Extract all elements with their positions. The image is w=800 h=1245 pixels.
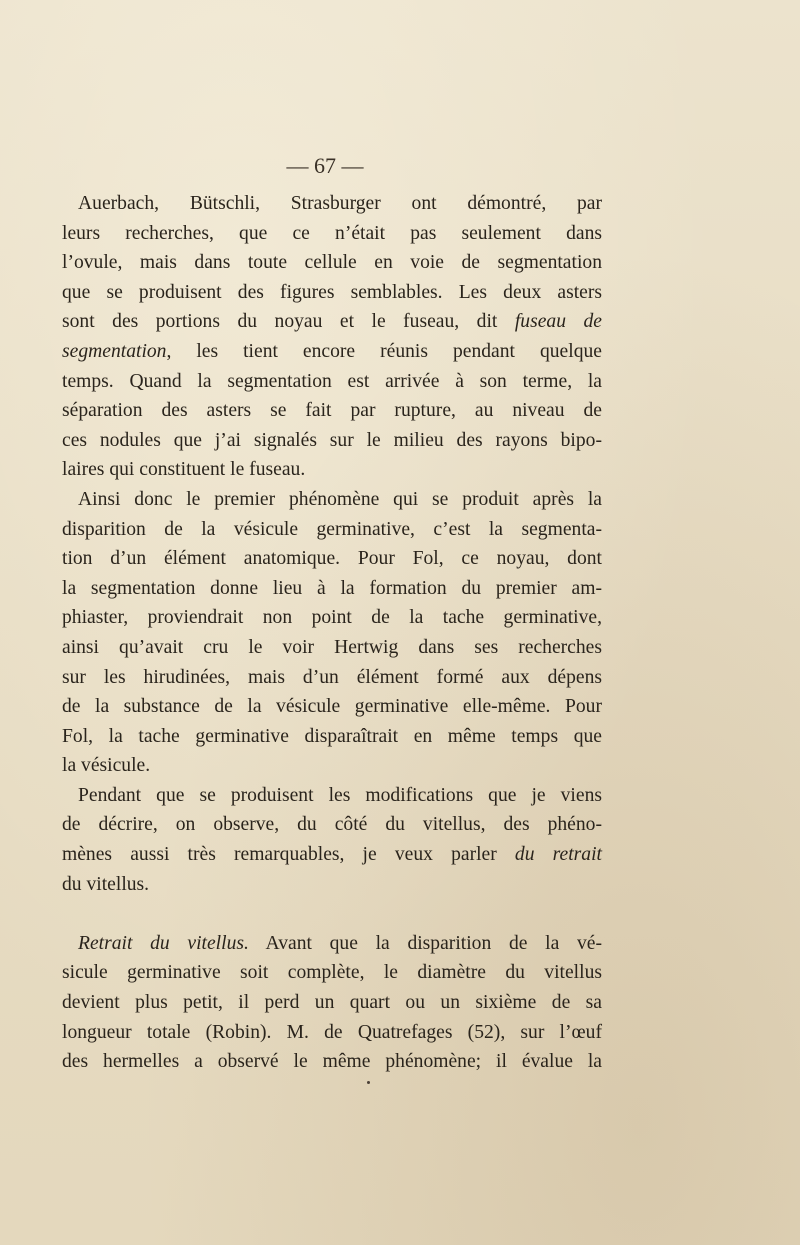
text-line: temps. Quand la segmentation est arrivée à son terme, la: [62, 370, 602, 392]
paragraph-2: [62, 485, 602, 781]
text-line: ainsi qu’avait cru le voir Hertwig dans ses recherches: [62, 636, 602, 658]
text-line: Ainsi donc le premier phénomène qui se produit après la: [78, 488, 602, 510]
body-text: [62, 189, 602, 1077]
text-line: disparition de la vésicule germinative, c’est la segmenta-: [62, 518, 602, 540]
text-line: Auerbach, Bütschli, Strasburger ont démontré, par: [78, 193, 602, 214]
text-fragment: sont des portions du noyau et le fuseau, dit: [62, 311, 515, 333]
text-line: longueur totale (Robin). M. de Quatrefages (52), sur l’œuf: [62, 1021, 602, 1043]
text-line: Pendant que se produisent les modifications que je viens: [78, 784, 602, 806]
italic-term: segmentation: [62, 340, 167, 362]
paragraph-4: [62, 929, 602, 1077]
text-line: du vitellus.: [62, 873, 150, 895]
text-line: leurs recherches, que ce n’était pas seulement dans: [62, 222, 602, 244]
text-line: [62, 929, 602, 959]
italic-term: fuseau de: [514, 311, 602, 333]
text-line: que se produisent des figures semblables. Les deux asters: [62, 281, 602, 303]
text-line: tion d’un élément anatomique. Pour Fol, ce noyau, dont: [62, 548, 602, 570]
italic-term: du retrait: [514, 844, 602, 866]
text-line: ces nodules que j’ai signalés sur le milieu des rayons bipo-: [62, 429, 602, 451]
text-line: sicule germinative soit complète, le diamètre du vitellus: [62, 962, 602, 984]
paragraph-3: [62, 781, 602, 899]
text-line: de la substance de la vésicule germinative elle-même. Pour: [62, 696, 602, 718]
page-number: — 67 —: [286, 153, 364, 178]
section-heading: Retrait du vitellus.: [78, 932, 249, 954]
text-line: sur les hirudinées, mais d’un élément formé aux dépens: [62, 666, 602, 688]
paragraph-1: [62, 189, 602, 485]
text-fragment: Avant que la disparition de la vé-: [248, 932, 602, 954]
text-line: l’ovule, mais dans toute cellule en voie de segmentation: [62, 252, 602, 274]
text-line: séparation des asters se fait par rupture, au niveau de: [62, 400, 602, 422]
text-line: la vésicule.: [62, 755, 151, 777]
text-line: [62, 840, 602, 870]
text-line: laires qui constituent le fuseau.: [62, 459, 306, 481]
text-line: [62, 307, 602, 337]
ink-speck: [367, 1081, 370, 1084]
text-line: des hermelles a observé le même phénomène; il évalue la: [62, 1051, 602, 1073]
text-line: devient plus petit, il perd un quart ou un sixième de sa: [62, 992, 602, 1014]
text-fragment: , les tient encore réunis pendant quelque: [166, 340, 602, 362]
text-line: Fol, la tache germinative disparaîtrait en même temps que: [62, 725, 602, 747]
text-line: la segmentation donne lieu à la formation du premier am-: [62, 577, 602, 599]
text-line: de décrire, on observe, du côté du vitellus, des phéno-: [62, 814, 602, 836]
text-line: phiaster, proviendrait non point de la tache germinative,: [62, 607, 602, 629]
text-fragment: mènes aussi très remarquables, je veux parler: [62, 844, 515, 866]
text-line: [62, 337, 602, 367]
